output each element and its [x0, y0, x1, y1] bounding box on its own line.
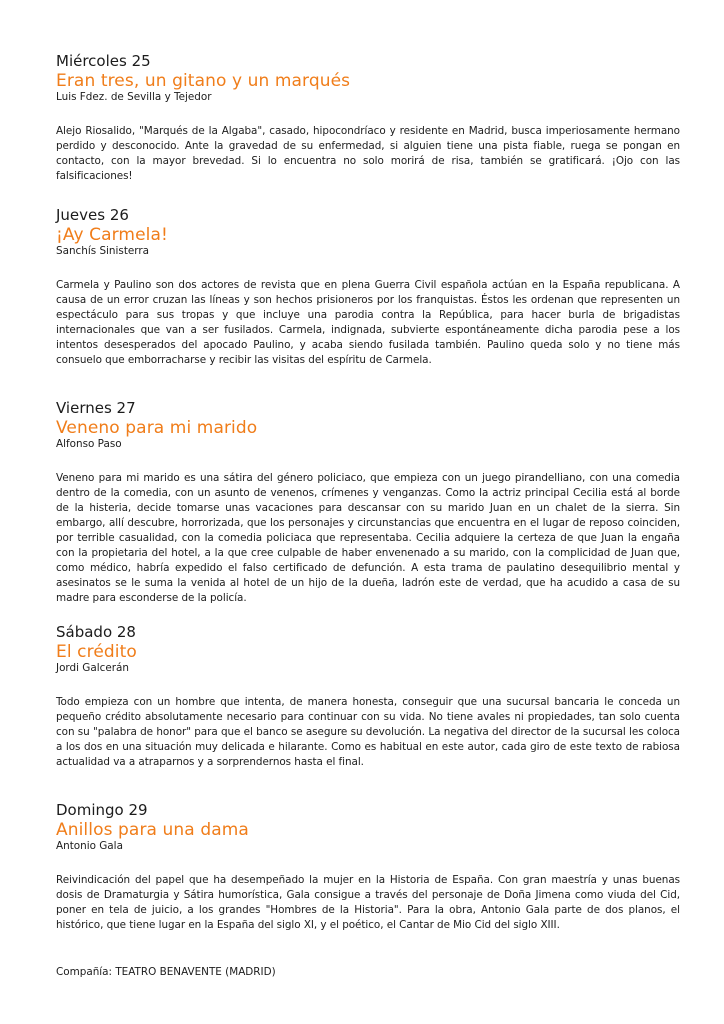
entry-author: Sanchís Sinisterra [56, 245, 150, 257]
entry-author: Luis Fdez. de Sevilla y Tejedor [56, 91, 212, 103]
entry-title: Eran tres, un gitano y un marqués [56, 71, 351, 91]
entry-day: Miércoles 25 [56, 52, 151, 70]
program-entry-sunday [56, 801, 680, 933]
program-entry-saturday [56, 623, 680, 770]
entry-title: El crédito [56, 642, 137, 662]
entry-description: Carmela y Paulino son dos actores de revista que en plena Guerra Civil española actúan en la España republicana. A causa de un error cruzan las líneas y son hechos prisioneros por los franquistas. Éstos les ordenan que representen un espectáculo para sus tropas y que incluye una parodia contra la República, para hacer burla de brigadistas internacionales que van a ser fusilados. Carmela, indignada, subvierte espontáneamente dicha parodia pese a los intentos desesperados del apocado Paulino, y acaba siendo fusilada también. Paulino queda solo y no tiene más consuelo que emborracharse y recibir las visitas del espíritu de Carmela. [56, 279, 680, 366]
entry-day: Domingo 29 [56, 801, 148, 819]
entry-description: Reivindicación del papel que ha desempeñado la mujer en la Historia de España. Con gran maestría y unas buenas dosis de Dramaturgia y Sátira humorística, Gala consigue a través del personaje de Doña Jimena como viuda del Cid, poner en tela de juicio, a los grandes "Hombres de la Historia". Para la obra, Antonio Gala parte de dos planos, el histórico, que tiene lugar en la España del siglo XI, y el poético, el Cantar de Mio Cid del siglo XIII. [56, 874, 680, 931]
company-credit: Compañía: TEATRO BENAVENTE (MADRID) [56, 966, 276, 978]
program-entry-wednesday [56, 52, 680, 184]
program-entry-friday [56, 399, 680, 606]
entry-day: Viernes 27 [56, 399, 136, 417]
entry-title: ¡Ay Carmela! [56, 225, 168, 245]
entry-title: Anillos para una dama [56, 820, 249, 840]
entry-day: Jueves 26 [56, 206, 129, 224]
program-entry-thursday [56, 206, 680, 368]
entry-description: Veneno para mi marido es una sátira del género policiaco, que empieza con un juego pirandelliano, con una comedia dentro de la comedia, con un asunto de venenos, crímenes y venganzas. Como la actriz principal Cecilia está al borde de la histeria, decide tomarse unas vacaciones para descansar con su marido Juan en un chalet de la sierra. Sin embargo, allí descubre, horrorizada, que los personajes y circunstancias que encuentra en el lugar de reposo coinciden, por terrible casualidad, con la comedia policiaca que representaba. Cecilia adquiere la certeza de que Juan la engaña con la propietaria del hotel, a la que cree culpable de haber envenenado a su marido, con la complicidad de Juan que, como médico, habría expedido el falso certificado de defunción. A esta trama de paulatino desequilibrio mental y asesinatos se le suma la venida al hotel de un hijo de la dueña, ladrón este de verdad, que ha acudido a casa de su madre para esconderse de la policía. [56, 472, 680, 604]
entry-title: Veneno para mi marido [56, 418, 258, 438]
entry-description: Todo empieza con un hombre que intenta, de manera honesta, conseguir que una sucursal bancaria le conceda un pequeño crédito absolutamente necesario para continuar con su vida. No tiene avales ni propiedades, tan solo cuenta con su "palabra de honor" para que el banco se asegure su devolución. La negativa del director de la sucursal les coloca a los dos en una situación muy delicada e hilarante. Como es habitual en este autor, cada giro de este texto de rabiosa actualidad va a atraparnos y a sorprendernos hasta el final. [56, 696, 680, 768]
entry-author: Antonio Gala [56, 840, 123, 852]
entry-day: Sábado 28 [56, 623, 136, 641]
entry-author: Alfonso Paso [56, 438, 122, 450]
entry-author: Jordi Galcerán [56, 662, 129, 674]
entry-description: Alejo Riosalido, "Marqués de la Algaba", casado, hipocondríaco y residente en Madrid, busca imperiosamente hermano perdido y desconocido. Ante la gravedad de su enfermedad, si alguien tiene una pista fiable, ruega se pongan en contacto, con la mayor brevedad. Si lo encuentra no solo morirá de risa, también se gratificará. ¡Ojo con las falsificaciones! [56, 125, 680, 182]
